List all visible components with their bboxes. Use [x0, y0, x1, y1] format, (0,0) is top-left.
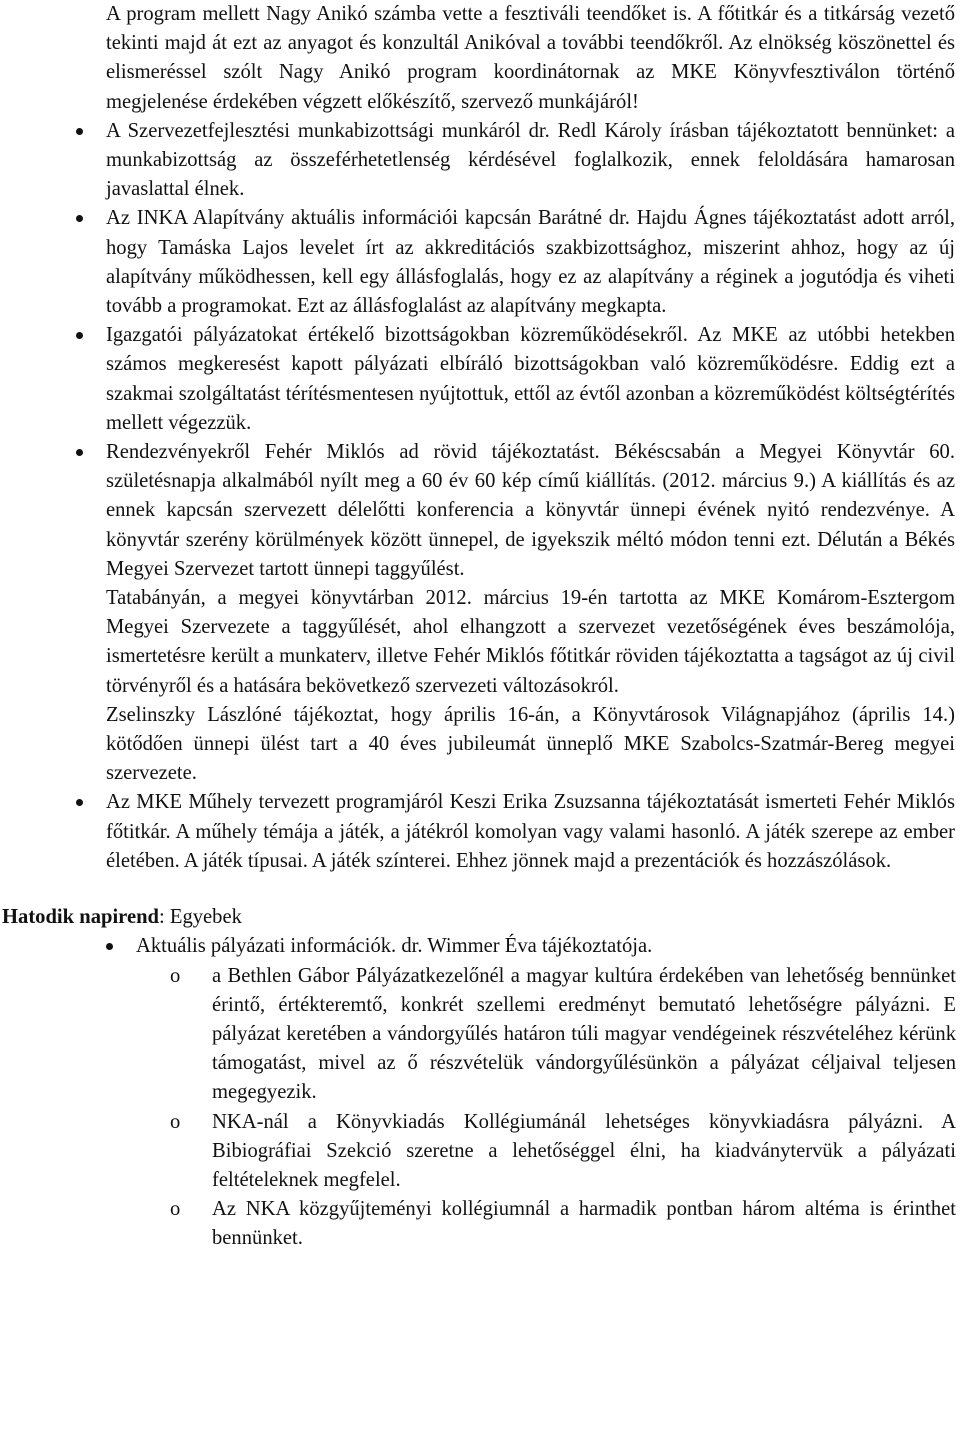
bullet-item-events	[106, 438, 955, 788]
bullet-text: Rendezvényekről Fehér Miklós ad rövid tájékoztatást. Békéscsabán a Megyei Könyvtár 60. születésnapja alkalmából nyílt meg a 60 év 60 kép című kiállítás. (2012. március 9.) A kiállítás és az ennek kapcsán szervezett délelőtti konferencia a könyvtár ünnepi évének nyitó rendezvénye. A könyvtár szerény körülmények között ünnepel, de igyekszik méltó módon tenni ezt. Délután a Békés Megyei Szervezet tartott ünnepi taggyűlést.	[106, 441, 955, 580]
bullet-item-director-applications	[106, 321, 955, 438]
bullet-dot-icon	[76, 799, 83, 806]
section-heading	[2, 903, 952, 932]
circle-item-text: NKA-nál a Könyvkiadás Kollégiumánál lehetséges könyvkiadásra pályázni. A Bibiográfiai Szekció szeretne a lehetőséggel élni, ha kiadványtervük a pályázati feltételeknek megfelel.	[212, 1110, 956, 1191]
bullet-dot-icon	[76, 449, 83, 456]
bullet-text: Az MKE Műhely tervezett programjáról Keszi Erika Zsuzsanna tájékoztatását ismerteti Fehér Miklós főtitkár. A műhely témája a játék, a játékról komolyan vagy valami hasonló. A játék szerepe az ember életében. A játék típusai. A játék színterei. Ehhez jönnek majd a prezentációk és hozzászólások.	[106, 791, 955, 872]
bullet-text: A Szervezetfejlesztési munkabizottsági munkáról dr. Redl Károly írásban tájékoztatott bennünket: a munkabizottság az összeférhetetlenség kérdésével foglalkozik, ennek feloldására hamarosan javaslattal élnek.	[106, 119, 955, 201]
circle-item-bethlen	[170, 962, 956, 1108]
circle-item-nka-publishing	[170, 1108, 956, 1196]
bullet-text: Az INKA Alapítvány aktuális információi kapcsán Barátné dr. Hajdu Ágnes tájékoztatást adott arról, hogy Tamáska Lajos levelet írt az akkreditációs szakbizottsághoz, miszerint ahhoz, hogy az új alapítvány működhessen, kell egy állásfoglalás, hogy ez az alapítvány a réginek a jogutódja és viheti tovább a programokat. Ezt az állásfoglalást az alapítvány megkapta.	[106, 207, 955, 318]
circle-marker-icon: o	[170, 964, 181, 987]
bullet-dot-icon	[76, 215, 83, 222]
bullet-dot-icon	[76, 128, 83, 135]
circle-item-nka-collections	[170, 1195, 956, 1253]
bullet-item-inka-foundation	[106, 204, 955, 321]
circle-marker-icon: o	[170, 1110, 181, 1133]
section-heading-rest: : Egyebek	[159, 906, 242, 929]
bullet-text: Igazgatói pályázatokat értékelő bizottságokban közreműködésekről. Az MKE az utóbbi hetekben számos megkeresést kapott pályázati elbíráló bizottságokban való közreműködésre. Eddig ezt a szakmai szolgáltatást térítésmentesen nyújtottuk, ettől az évtől azonban a közreműködést költségtérítés mellett végezzük.	[106, 324, 955, 434]
bullet-dot-icon	[76, 332, 83, 339]
bullet-item-org-development	[106, 117, 955, 205]
circle-item-text: a Bethlen Gábor Pályázatkezelőnél a magyar kultúra érdekében van lehetőség bennünket érintő, értékteremtő, konkrét szellemi eredményt bemutató lehetőségre pályázni. E pályázat keretében a vándorgyűlés határon túli magyar vendégeinek részvételéhez kérünk támogatást, mivel az ő részvételük vándorgyűlésünkön a pályázat céljaival teljesen megegyezik.	[212, 964, 956, 1104]
sub-bullet-item-grants	[136, 932, 956, 961]
circle-marker-icon: o	[170, 1198, 181, 1221]
section-heading-bold: Hatodik napirend	[2, 906, 159, 929]
bullet-extra-tatabanya: Tatabányán, a megyei könyvtárban 2012. március 19-én tartotta az MKE Komárom-Esztergom Megyei Szervezete a taggyűlését, ahol elhangzott a szervezet vezetőségének éves beszámolója, ismertetésre került a munkaterv, illetve Fehér Miklós főtitkár röviden tájékoztatta a tagságot az új civil törvényről és a hatására bekövetkező szervezeti változásokról.	[106, 587, 955, 697]
bullet-extra-zselinszky: Zselinszky Lászlóné tájékoztat, hogy április 16-án, a Könyvtárosok Világnapjához (április 14.) kötődően ünnepi ülést tart a 40 éves jubileumát ünneplő MKE Szabolcs-Szatmár-Bereg megyei szervezete.	[106, 703, 955, 785]
circle-item-text: Az NKA közgyűjteményi kollégiumnál a harmadik pontban három altéma is érinthet bennünket.	[212, 1198, 956, 1250]
sub-bullet-text: Aktuális pályázati információk. dr. Wimmer Éva tájékoztatója.	[136, 935, 653, 958]
intro-text: A program mellett Nagy Anikó számba vette a fesztiváli teendőket is. A főtitkár és a titkárság vezető tekinti majd át ezt az anyagot és konzultál Anikóval a további teendőkről. Az elnökség köszönettel és elismeréssel szólt Nagy Anikó program koordinátornak az MKE Könyvfesztiválon történő megjelenése érdekében végzett előkészítő, szervező munkájáról!	[106, 3, 955, 113]
bullet-dot-icon	[106, 943, 113, 950]
intro-paragraph	[106, 0, 955, 117]
bullet-item-mke-workshop	[106, 788, 955, 876]
